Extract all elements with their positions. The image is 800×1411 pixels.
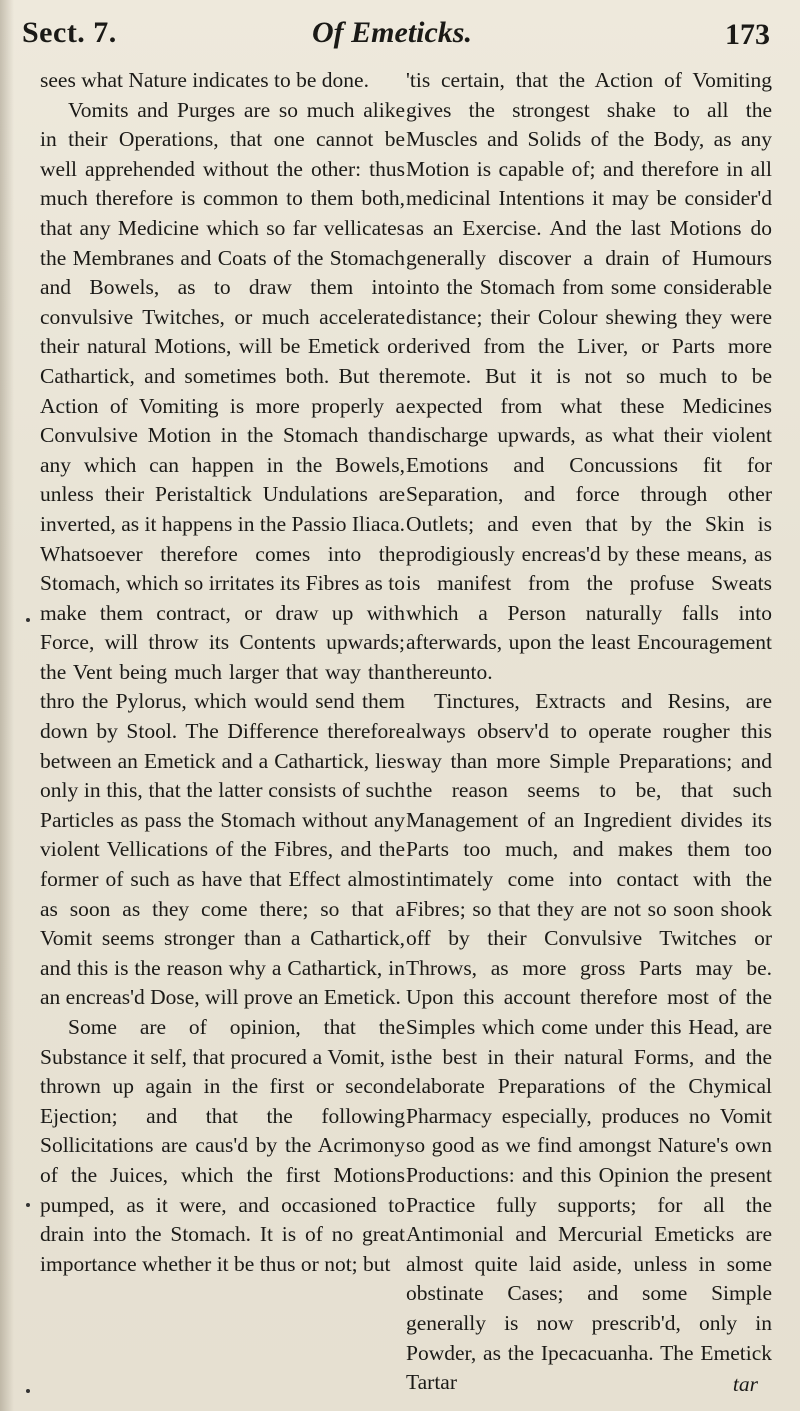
right-paragraph-2: Tinctures, Extracts and Resins, are always observ'd to operate rougher this way than more Simple Preparations; and the reason seems to be, that such Management of an Ingredient divides its Parts too much, and makes them too intimately come into contact with the Fibres; so that they are not so soon shook off by their Convulsive Twitches or Throws, as more gross Parts may be. Upon this account therefore most of the Simples which come under this Head, are the best in their natural Forms, and the elaborate Preparations of the Chymical Pharmacy especially, produces no Vomit so good as we find amongst Nature's own Productions: and this Opinion the present Practice fully supports; for all the Antimonial and Mercurial Emeticks are almost quite laid aside, unless in some obstinate Cases; and some Simple generally is now prescrib'd, only in Powder, as the Ipecacuanha. The Emetick Tartar — [406, 689, 772, 1395]
left-paragraph-2: Vomits and Purges are so much alike in their Operations, that one cannot be well apprehended without the other: thus much therefore is common to them both, that any Medicine which so far vellicates the Membranes and Coats of the Stomach and Bowels, as to draw them into convulsive Twitches, or much accelerate their natural Motions, will be Emetick or Cathartick, and sometimes both. But the Action of Vomiting is more properly a Convulsive Motion in the Stomach than any which can happen in the Bowels, unless their Peristaltick Undulations are inverted, as it happens in the Passio Iliaca. Whatsoever therefore comes into the Stomach, which so irritates its Fibres as to make them contract, or draw up with Force, will throw its Contents upwards; the Vent being much larger that way than thro the Pylorus, which would send them down by Stool. The Difference therefore between an Emetick and a Cathartick, lies only in this, that the latter consists of such Particles as pass the Stomach without any violent Vellications of the Fibres, and the former of such as have that Effect almost as soon as they come there; so that a Vomit seems stronger than a Cathartick, and this is the reason why a Cathartick, in an encreas'd Dose, will prove an Emetick. — [40, 97, 405, 1010]
left-paragraph-1: sees what Nature indicates to be done. — [40, 68, 369, 92]
section-label: Sect. 7. — [22, 16, 117, 49]
right-paragraph-1: 'tis certain, that the Action of Vomiting gives the strongest shake to all the Muscles and Solids of the Body, as any Motion is capable of; and therefore in all medicinal Intentions it may be consider'd as an Exercise. And the last Motions do generally discover a drain of Humours into the Stomach from some considerable distance; their Colour shewing they were derived from the Liver, or Parts more remote. But it is not so much to be expected from what these Medicines discharge upwards, as what their violent Emotions and Concussions fit for Separation, and force through other Outlets; and even that by the Skin is prodigiously encreas'd by these means, as is manifest from the profuse Sweats which a Person naturally falls into afterwards, upon the least Encouragement thereunto. — [406, 68, 772, 684]
gutter-shadow — [0, 0, 14, 1411]
margin-mark — [26, 1203, 30, 1207]
running-header — [22, 16, 770, 56]
running-title: Of Emeticks. — [312, 16, 472, 49]
left-column — [40, 66, 405, 1279]
catchword: tar — [732, 1372, 758, 1396]
left-paragraph-3: Some are of opinion, that the Substance it self, that procured a Vomit, is thrown up again in the first or second Ejection; and that the following Sollicitations are caus'd by the Acrimony of the Juices, which the first Motions pumped, as it were, and occasioned to drain into the Stomach. It is of no great importance whether it be thus or not; but — [40, 1015, 405, 1276]
right-column — [406, 66, 772, 1398]
margin-mark — [26, 618, 30, 622]
margin-mark — [26, 1389, 30, 1393]
page-number: 173 — [725, 18, 770, 51]
